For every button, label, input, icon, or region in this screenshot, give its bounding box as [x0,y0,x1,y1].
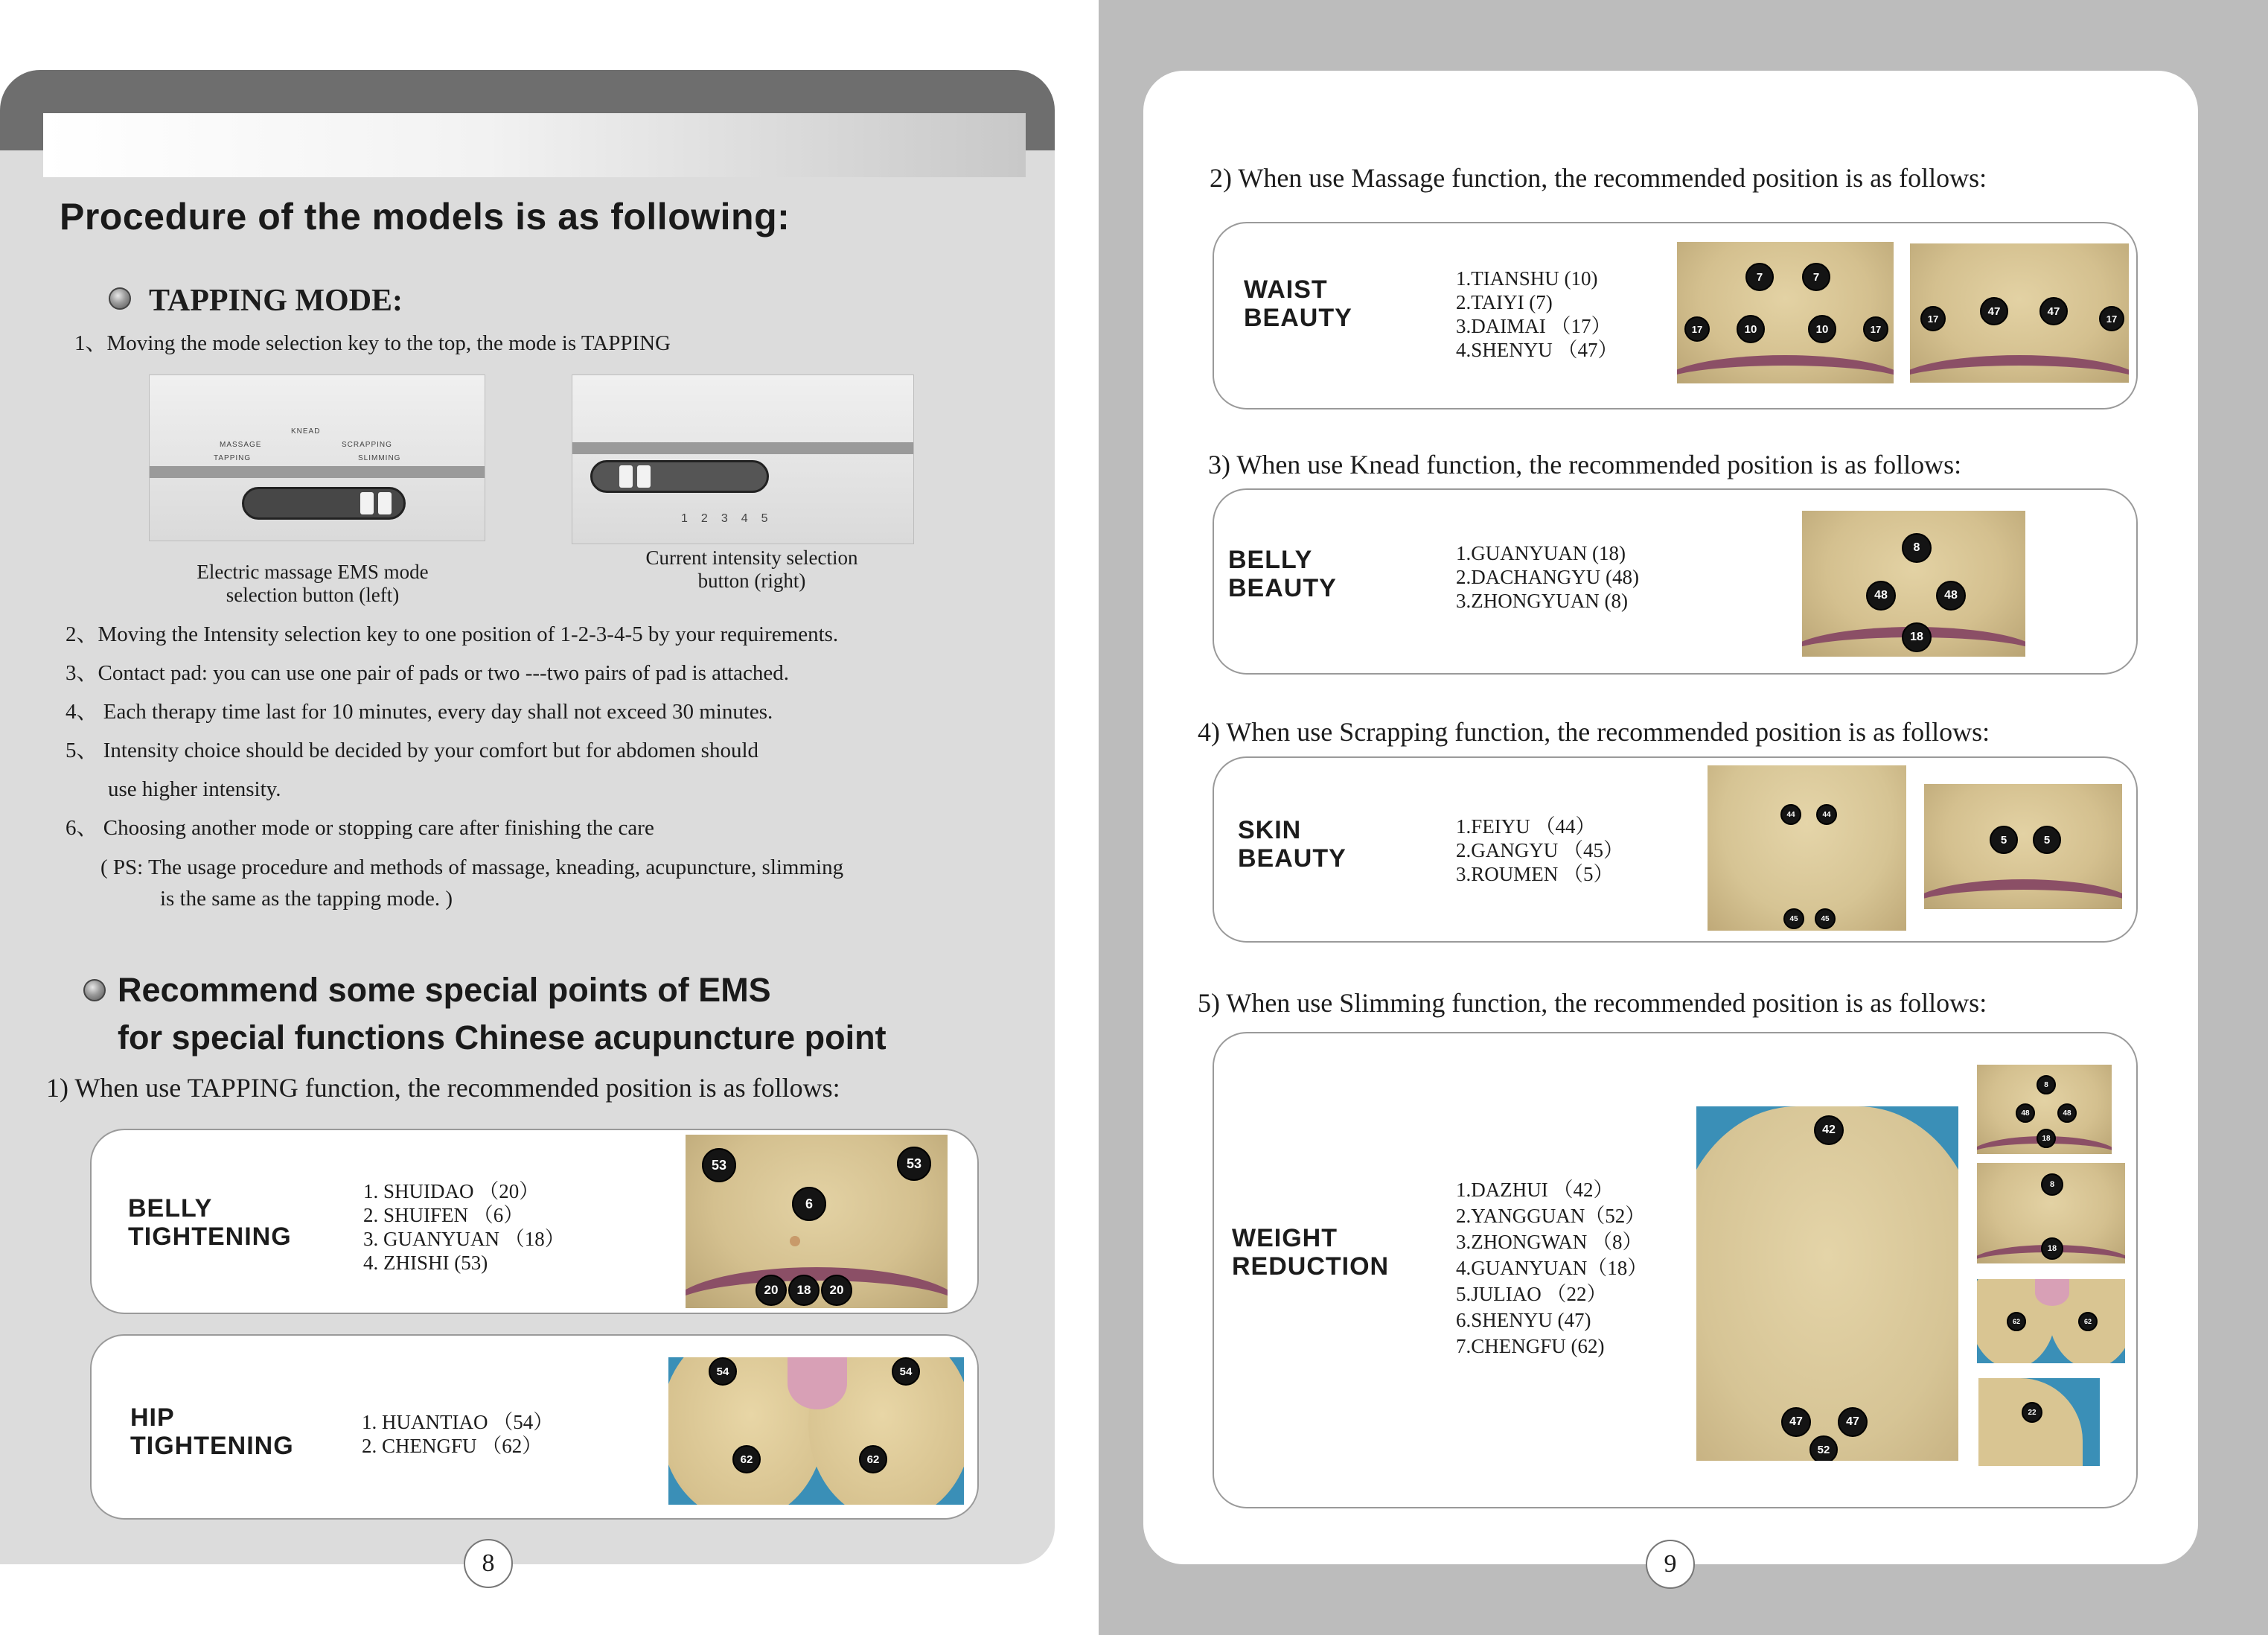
navel [790,1236,800,1246]
acupoint-marker: 20 [756,1275,787,1306]
weight-reduction-label: WEIGHT REDUCTION [1232,1224,1390,1281]
intensity-slider [590,460,769,493]
ps-note: ( PS: The usage procedure and methods of massage, kneading, acupuncture, slimming [100,855,844,879]
underwear-edge [1677,355,1894,383]
acupoint-marker: 8 [2037,1075,2056,1094]
section-1-heading: 1) When use TAPPING function, the recommended position is as follows: [46,1073,840,1103]
underwear [2035,1279,2069,1306]
page-number: 8 [464,1539,513,1588]
acupoint-marker: 53 [897,1147,931,1181]
section-2-heading: 2) When use Massage function, the recommended position is as follows: [1210,163,1987,193]
belly-tightening-label: BELLY TIGHTENING [128,1194,292,1251]
hip-tightening-points: 1. HUANTIAO （54） 2. CHENGFU （62） [362,1411,554,1457]
back-skin [1696,1106,1958,1461]
acupoint-marker: 45 [1783,908,1804,929]
weight-thumb-hip [1977,1279,2125,1363]
acupoint-marker: 7 [1745,263,1774,291]
acupoint-marker: 62 [2078,1312,2098,1331]
hip-photo [668,1357,964,1505]
acupoint-marker: 54 [892,1357,920,1386]
step-3: 3、Contact pad: you can use one pair of pads or two ---two pairs of pad is attached. [66,661,790,685]
step-6: 6、 Choosing another mode or stopping care after finishing the care [66,816,654,840]
device-label-scrapping: SCRAPPING [342,441,392,449]
bullet-icon [109,287,131,310]
skin-beauty-belly-photo [1924,784,2122,909]
acupoint-marker: 10 [1808,315,1836,343]
acupoint-marker: 47 [2039,297,2068,325]
acupoint-marker: 62 [859,1445,887,1473]
step-4: 4、 Each therapy time last for 10 minutes, every day shall not exceed 30 minutes. [66,700,773,724]
ps-note-continued: is the same as the tapping mode. ) [160,887,453,911]
acupoint-marker: 62 [732,1445,761,1473]
mode-slider [242,487,406,520]
slider-knob [360,492,374,514]
section-4-heading: 4) When use Scrapping function, the recommended position is as follows: [1198,717,1990,747]
acupoint-marker: 17 [1920,306,1946,331]
weight-thumb-belly-1 [1977,1065,2112,1154]
acupoint-marker: 7 [1802,263,1830,291]
weight-thumb-leg [1978,1378,2100,1466]
skin-beauty-label: SKIN BEAUTY [1238,816,1347,873]
acupoint-marker: 53 [702,1148,736,1182]
section-3-heading: 3) When use Knead function, the recommended position is as follows: [1208,450,1962,479]
acupoint-marker: 17 [2099,306,2124,331]
acupoint-marker: 18 [1902,622,1932,652]
device-label-knead: KNEAD [291,427,321,436]
tapping-mode-heading: TAPPING MODE: [149,284,403,318]
acupoint-marker: 44 [1780,804,1801,825]
acupoint-marker: 47 [1980,297,2008,325]
acupoint-marker: 52 [1809,1435,1838,1461]
acupoint-marker: 48 [1866,581,1896,611]
device-trim [150,466,485,478]
photo-right-caption: Current intensity selection button (right) [645,546,858,592]
acupoint-marker: 18 [788,1275,820,1306]
acupoint-marker: 17 [1684,316,1710,342]
belly-beauty-label: BELLY BEAUTY [1228,546,1337,602]
acupoint-marker: 10 [1737,315,1765,343]
recommend-heading: Recommend some special points of EMS for special functions Chinese acupuncture point [118,971,887,1056]
slider-knob [619,465,633,488]
underwear-edge [1924,879,2122,909]
device-label-slimming: SLIMMING [358,454,401,462]
acupoint-marker: 5 [1990,826,2018,854]
acupoint-marker: 6 [792,1187,826,1221]
acupoint-marker: 48 [1936,581,1966,611]
step-5-continued: use higher intensity. [108,777,281,801]
acupoint-marker: 47 [1838,1407,1868,1437]
mode-selection-photo [149,375,485,541]
device-label-massage: MASSAGE [220,441,262,449]
bullet-icon [83,979,106,1001]
acupoint-marker: 18 [2041,1237,2063,1260]
photo-left-caption: Electric massage EMS mode selection button (left) [197,561,429,606]
acupoint-marker: 22 [2022,1402,2042,1423]
intensity-numbers: 12345 [681,512,782,525]
acupoint-marker: 20 [821,1275,852,1306]
section-5-heading: 5) When use Slimming function, the recommended position is as follows: [1198,988,1987,1018]
skin-beauty-back-photo [1708,765,1906,931]
belly-tightening-photo [686,1135,948,1308]
step-1: 1、Moving the mode selection key to the top, the mode is TAPPING [74,331,671,355]
acupoint-marker: 18 [2037,1129,2056,1148]
acupoint-marker: 42 [1814,1115,1844,1145]
waist-back-photo [1910,243,2129,383]
step-2: 2、Moving the Intensity selection key to one position of 1-2-3-4-5 by your requirements. [66,622,839,646]
acupoint-marker: 8 [1902,533,1932,563]
waist-beauty-label: WAIST BEAUTY [1244,275,1352,332]
acupoint-marker: 44 [1816,804,1837,825]
waist-beauty-points: 1.TIANSHU (10) 2.TAIYI (7) 3.DAIMAI （17） 4.SHENYU （47） [1456,267,1618,361]
intensity-selection-photo [572,375,914,544]
weight-reduction-points: 1.DAZHUI （42） 2.YANGGUAN（52） 3.ZHONGWAN （8） 4.GUANYUAN（18） 5.JULIAO （22） 6.SHENYU (47) 7.CHENGFU (62) [1456,1179,1648,1357]
step-5: 5、 Intensity choice should be decided by your comfort but for abdomen should [66,739,759,762]
acupoint-marker: 5 [2033,826,2061,854]
underwear-edge [1910,355,2129,383]
skin-beauty-points: 1.FEIYU （44） 2.GANGYU （45） 3.ROUMEN （5） [1456,815,1623,885]
page-number: 9 [1646,1540,1695,1589]
slider-knob [637,465,651,488]
device-trim [572,442,913,454]
hip-tightening-label: HIP TIGHTENING [130,1403,294,1460]
acupoint-marker: 8 [2041,1173,2063,1196]
acupoint-marker: 47 [1781,1407,1811,1437]
weight-reduction-back-photo [1696,1106,1958,1461]
belly-beauty-points: 1.GUANYUAN (18) 2.DACHANGYU (48) 3.ZHONGYUAN (8) [1456,542,1639,612]
waist-front-photo [1677,242,1894,383]
belly-beauty-photo [1802,511,2025,657]
acupoint-marker: 17 [1863,316,1888,342]
underwear [788,1357,847,1409]
slider-knob [378,492,392,514]
title-bar [43,113,1026,177]
acupoint-marker: 48 [2016,1103,2035,1123]
page-title: Procedure of the models is as following: [60,196,790,238]
acupoint-marker: 48 [2057,1103,2077,1123]
acupoint-marker: 62 [2007,1312,2026,1331]
belly-tightening-points: 1. SHUIDAO （20） 2. SHUIFEN （6） 3. GUANYUAN （18） 4. ZHISHI (53) [363,1180,565,1274]
acupoint-marker: 54 [709,1357,737,1386]
device-label-tapping: TAPPING [214,454,252,462]
weight-thumb-belly-2 [1977,1163,2125,1263]
acupoint-marker: 45 [1815,908,1836,929]
